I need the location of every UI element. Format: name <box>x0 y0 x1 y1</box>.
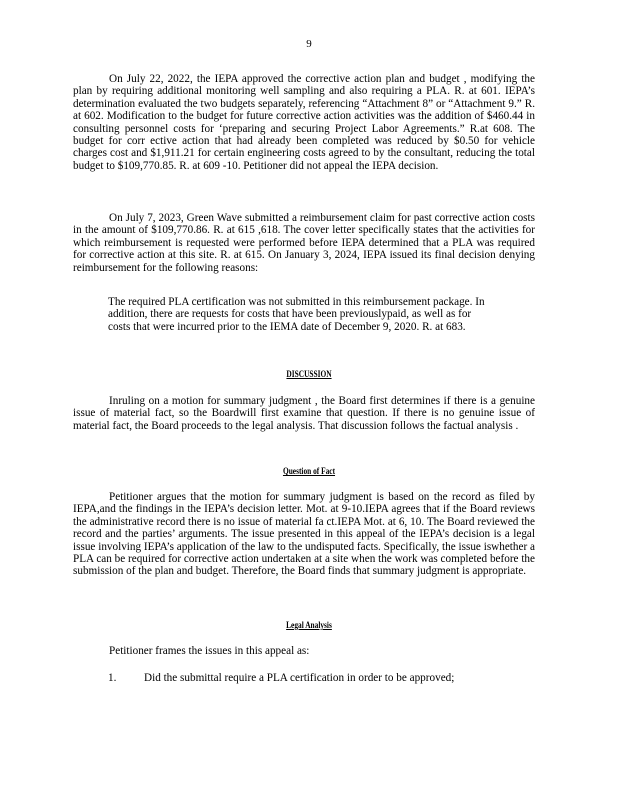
paragraph-summary-judgment-standard-text: Inruling on a motion for summary judgment , the Board first determines if there is a genuine issue of material fact, so the Boardwill first examine that question. If there is no genuine issue of material fact, the Board proceeds to the legal analysis. That discussion follows the factual analysis . <box>73 395 535 432</box>
list-item-number: 1. <box>108 672 117 684</box>
paragraph-issues-intro <box>73 645 535 657</box>
paragraph-reimbursement-claim <box>73 212 535 274</box>
paragraph-issues-intro-text: Petitioner frames the issues in this appeal as: <box>109 645 310 657</box>
heading-discussion-text: DISCUSSION <box>286 369 332 379</box>
page-number: 9 <box>306 38 312 50</box>
paragraph-question-of-fact <box>73 491 535 578</box>
heading-discussion <box>56 368 563 380</box>
paragraph-plan-approval-text: On July 22, 2022, the IEPA approved the corrective action plan and budget , modifying the plan by requiring additional monitoring well sampling and also requiring a PLA. R. at 601. IEPA’s determination evaluated the two budgets separately, referencing “Attachment 8” or “Attachment 9.” R. at 602. Modification to the budget for future corrective action activities was the addition of $460.44 in consulting personnel costs for ‘preparing and securing Project Labor Agreements.” R.at 608. The budget for corr ective action that had already been completed was reduced by $0.50 for vehicle charges cost and $1,911.21 for certain engineering costs agreed to by the consultant, reducing the total budget to $109,770.85. R. at 609 -10. Petitioner did not appeal the IEPA decision. <box>73 73 535 172</box>
heading-question-of-fact <box>56 465 563 477</box>
list-item-text: Did the submittal require a PLA certification in order to be approved; <box>144 672 455 684</box>
list-item <box>108 672 538 684</box>
quoted-denial-reasons: The required PLA certification was not submitted in this reimbursement package. In addition, there are requests for costs that have been previouslypaid, as well as for costs that were incurred prior to the IEMA date of December 9, 2020. R. at 683. <box>108 296 485 333</box>
paragraph-summary-judgment-standard <box>73 395 535 432</box>
paragraph-plan-approval <box>73 73 535 172</box>
heading-legal-analysis-text: Legal Analysis <box>286 620 332 630</box>
paragraph-question-of-fact-text: Petitioner argues that the motion for summary judgment is based on the record as filed by IEPA,and the findings in the IEPA’s decision letter. Mot. at 9-10.IEPA agrees that if the Board reviews the administrative record there is no issue of material fa ct.IEPA Mot. at 6, 10. The Board reviewed the record and the parties’ arguments. The issue presented in this appeal of the IEPA’s decision is a legal issue involving IEPA’s application of the law to the undisputed facts. Specifically, the issue iswhether a PLA can be required for corrective action undertaken at a site when the work was completed before the submission of the plan and budget. Therefore, the Board finds that summary judgment is appropriate. <box>73 491 535 578</box>
paragraph-reimbursement-claim-text: On July 7, 2023, Green Wave submitted a reimbursement claim for past corrective action costs in the amount of $109,770.86. R. at 615 ,618. The cover letter specifically states that the activities for which reimbursement is requested were performed before IEPA determined that a PLA was required for corrective action at this site. R. at 615. On January 3, 2024, IEPA issued its final decision denying reimbursement for the following reasons: <box>73 212 535 274</box>
heading-question-of-fact-text: Question of Fact <box>282 466 336 476</box>
heading-legal-analysis <box>56 619 563 631</box>
